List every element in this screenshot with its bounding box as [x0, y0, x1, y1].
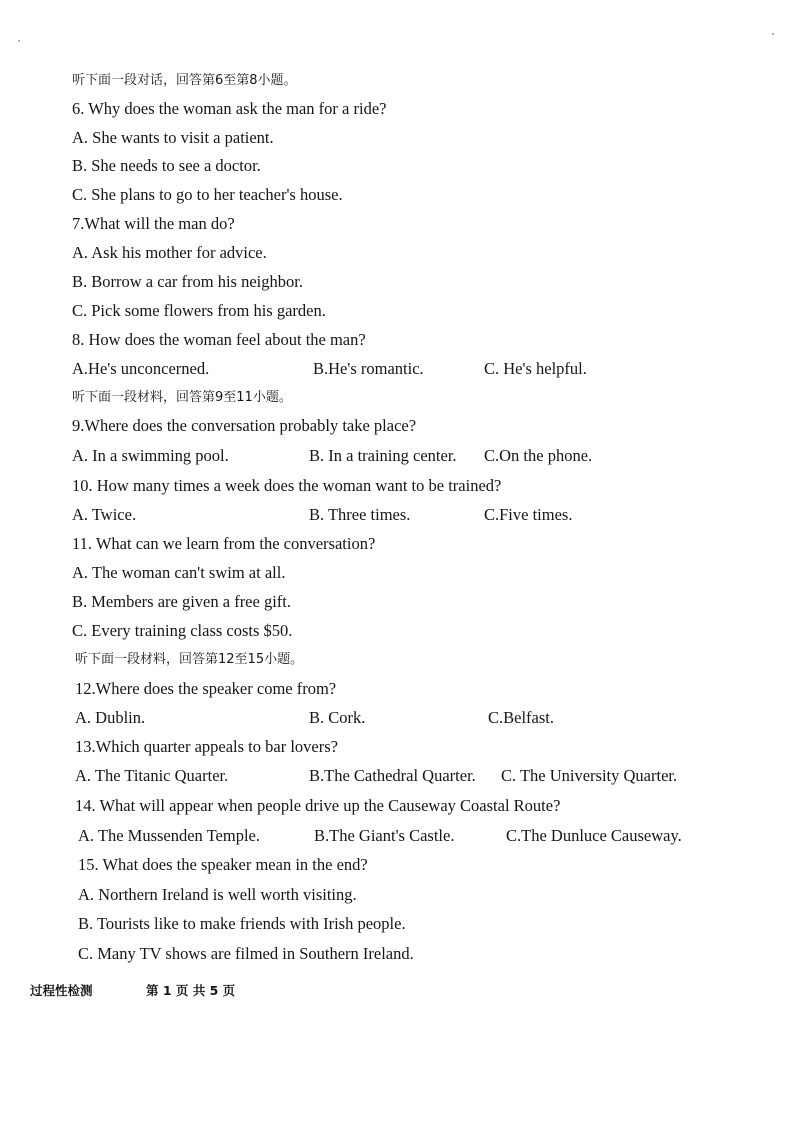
option-7a: A. Ask his mother for advice. [72, 243, 267, 262]
option-8a: A.He's unconcerned. [72, 359, 210, 378]
option-13b: B.The Cathedral Quarter. [309, 766, 476, 785]
question-9: 9.Where does the conversation probably take place? [72, 416, 417, 435]
scan-speck [18, 40, 20, 42]
option-12a: A. Dublin. [75, 708, 146, 727]
question-8: 8. How does the woman feel about the man? [72, 330, 366, 349]
option-7c: C. Pick some flowers from his garden. [72, 301, 326, 320]
option-11a: A. The woman can't swim at all. [72, 563, 286, 582]
options-14 [78, 826, 718, 846]
option-10c: C.Five times. [484, 505, 573, 524]
options-8 [72, 359, 632, 379]
option-12b: B. Cork. [309, 708, 366, 727]
footer-label: 过程性检测 [30, 983, 93, 998]
options-12 [75, 708, 635, 728]
option-11c: C. Every training class costs $50. [72, 621, 293, 640]
option-13a: A. The Titanic Quarter. [75, 766, 229, 785]
option-14a: A. The Mussenden Temple. [78, 826, 260, 845]
option-10a: A. Twice. [72, 505, 137, 524]
option-8c: C. He's helpful. [484, 359, 587, 378]
option-15c: C. Many TV shows are filmed in Southern Ireland. [78, 944, 414, 963]
question-13: 13.Which quarter appeals to bar lovers? [75, 737, 338, 756]
page-number: 第 1 页 共 5 页 [146, 983, 236, 998]
section-instruction: 听下面一段对话，回答第6至第8小题。 [72, 73, 297, 88]
option-9b: B. In a training center. [309, 446, 457, 465]
option-8b: B.He's romantic. [313, 359, 424, 378]
option-15a: A. Northern Ireland is well worth visiting. [78, 885, 357, 904]
question-12: 12.Where does the speaker come from? [75, 679, 337, 698]
options-10 [72, 505, 632, 525]
question-11: 11. What can we learn from the conversation? [72, 534, 376, 553]
option-6a: A. She wants to visit a patient. [72, 128, 274, 147]
options-13 [75, 766, 715, 786]
question-15: 15. What does the speaker mean in the end? [78, 855, 368, 874]
option-9c: C.On the phone. [484, 446, 593, 465]
section-instruction: 听下面一段材料，回答第12至15小题。 [75, 652, 304, 667]
option-7b: B. Borrow a car from his neighbor. [72, 272, 303, 291]
option-15b: B. Tourists like to make friends with Irish people. [78, 914, 406, 933]
option-6c: C. She plans to go to her teacher's house. [72, 185, 343, 204]
option-6b: B. She needs to see a doctor. [72, 156, 261, 175]
option-12c: C.Belfast. [488, 708, 554, 727]
question-6: 6. Why does the woman ask the man for a ride? [72, 99, 387, 118]
option-11b: B. Members are given a free gift. [72, 592, 291, 611]
option-9a: A. In a swimming pool. [72, 446, 229, 465]
scan-speck [772, 33, 774, 35]
question-10: 10. How many times a week does the woman want to be trained? [72, 476, 502, 495]
option-13c: C. The University Quarter. [501, 766, 678, 785]
option-14b: B.The Giant's Castle. [314, 826, 455, 845]
section-instruction: 听下面一段材料，回答第9至11小题。 [72, 390, 292, 405]
question-7: 7.What will the man do? [72, 214, 235, 233]
option-10b: B. Three times. [309, 505, 411, 524]
option-14c: C.The Dunluce Causeway. [506, 826, 682, 845]
question-14: 14. What will appear when people drive up the Causeway Coastal Route? [75, 796, 561, 815]
options-9 [72, 446, 632, 466]
